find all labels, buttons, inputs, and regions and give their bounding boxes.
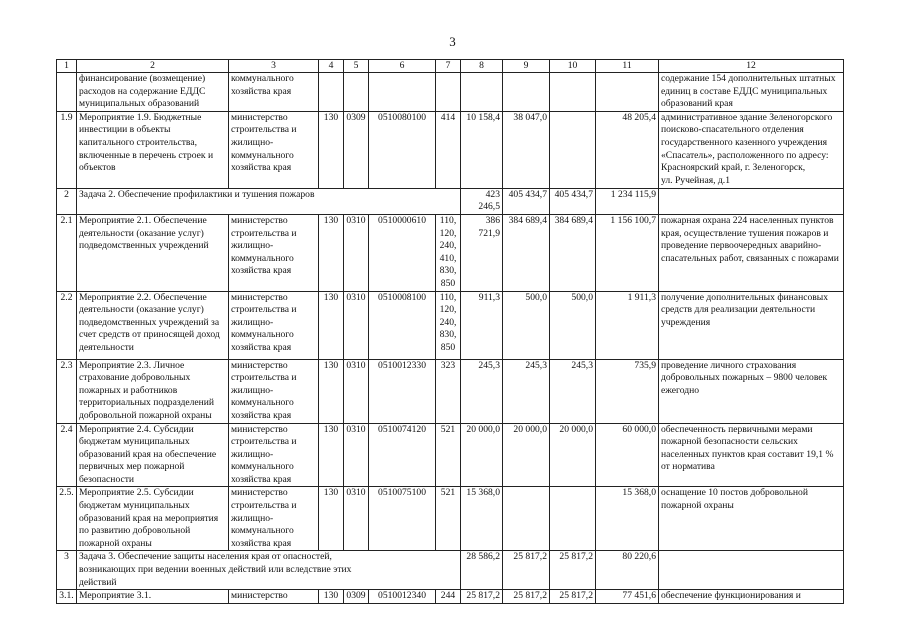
activity-name-cell: Мероприятие 2.3. Личное страхование добровольных пожарных и работников территориальных подразделений добровольной пожарной охраны bbox=[77, 359, 229, 423]
table-row bbox=[57, 188, 844, 214]
total-cell: 1 156 100,7 bbox=[596, 214, 659, 291]
header-cell: 1 bbox=[57, 60, 77, 73]
year3-cell bbox=[550, 73, 596, 112]
header-cell: 9 bbox=[503, 60, 550, 73]
year3-cell: 405 434,7 bbox=[550, 188, 596, 214]
csr-cell: 0510074120 bbox=[369, 423, 436, 487]
year3-cell: 25 817,2 bbox=[550, 590, 596, 604]
vr-cell: 323 bbox=[436, 359, 461, 423]
total-cell: 15 368,0 bbox=[596, 487, 659, 551]
year1-cell: 386 721,9 bbox=[461, 214, 503, 291]
executor-cell: министерство строительства и жилищно- коммунального хозяйства края bbox=[229, 487, 319, 551]
table-row bbox=[57, 423, 844, 487]
header-cell: 12 bbox=[659, 60, 844, 73]
header-cell: 3 bbox=[229, 60, 319, 73]
year1-cell: 911,3 bbox=[461, 291, 503, 359]
rzpr-cell: 0310 bbox=[344, 423, 369, 487]
table-row bbox=[57, 590, 844, 604]
result-cell bbox=[659, 188, 844, 214]
csr-cell: 0510012340 bbox=[369, 590, 436, 604]
year2-cell: 38 047,0 bbox=[503, 111, 550, 188]
executor-cell: министерство строительства и жилищно- коммунального хозяйства края bbox=[229, 359, 319, 423]
executor-cell: министерство строительства и жилищно- коммунального хозяйства края bbox=[229, 423, 319, 487]
year3-cell: 384 689,4 bbox=[550, 214, 596, 291]
grbs-cell: 130 bbox=[319, 487, 344, 551]
vr-cell: 110, 120, 240, 830, 850 bbox=[436, 291, 461, 359]
csr-cell: 0510075100 bbox=[369, 487, 436, 551]
grbs-cell: 130 bbox=[319, 214, 344, 291]
task-title-cell: Задача 3. Обеспечение защиты населения края от опасностей, возникающих при ведении военных действий или вследствие этих действий bbox=[77, 551, 461, 590]
total-cell bbox=[596, 73, 659, 112]
result-cell: оснащение 10 постов добровольной пожарной охраны bbox=[659, 487, 844, 551]
total-cell: 60 000,0 bbox=[596, 423, 659, 487]
header-row bbox=[57, 60, 844, 73]
year2-cell bbox=[503, 73, 550, 112]
result-cell: обеспечение функционирования и bbox=[659, 590, 844, 604]
header-cell: 10 bbox=[550, 60, 596, 73]
year3-cell: 25 817,2 bbox=[550, 551, 596, 590]
year2-cell: 25 817,2 bbox=[503, 590, 550, 604]
activity-name-cell: Мероприятие 1.9. Бюджетные инвестиции в объекты капитального строительства, включенные в перечень строек и объектов bbox=[77, 111, 229, 188]
year3-cell bbox=[550, 111, 596, 188]
executor-cell: коммунального хозяйства края bbox=[229, 73, 319, 112]
total-cell: 48 205,4 bbox=[596, 111, 659, 188]
task-title-cell: Задача 2. Обеспечение профилактики и тушения пожаров bbox=[77, 188, 461, 214]
row-number-cell: 2.1 bbox=[57, 214, 77, 291]
year2-cell: 384 689,4 bbox=[503, 214, 550, 291]
vr-cell: 414 bbox=[436, 111, 461, 188]
header-cell: 11 bbox=[596, 60, 659, 73]
header-cell: 8 bbox=[461, 60, 503, 73]
row-number-cell: 2 bbox=[57, 188, 77, 214]
year3-cell: 245,3 bbox=[550, 359, 596, 423]
vr-cell bbox=[436, 73, 461, 112]
executor-cell: министерство bbox=[229, 590, 319, 604]
row-number-cell: 2.5. bbox=[57, 487, 77, 551]
total-cell: 735,9 bbox=[596, 359, 659, 423]
total-cell: 1 234 115,9 bbox=[596, 188, 659, 214]
grbs-cell bbox=[319, 73, 344, 112]
year1-cell: 245,3 bbox=[461, 359, 503, 423]
year1-cell: 25 817,2 bbox=[461, 590, 503, 604]
table-row bbox=[57, 214, 844, 291]
vr-cell: 244 bbox=[436, 590, 461, 604]
csr-cell: 0510012330 bbox=[369, 359, 436, 423]
year2-cell bbox=[503, 487, 550, 551]
activity-name-cell: Мероприятие 3.1. bbox=[77, 590, 229, 604]
rzpr-cell: 0309 bbox=[344, 590, 369, 604]
year1-cell: 28 586,2 bbox=[461, 551, 503, 590]
result-cell: обеспеченность первичными мерами пожарной безопасности сельских населенных пунктов края составит 19,1 % от норматива bbox=[659, 423, 844, 487]
executor-cell: министерство строительства и жилищно- коммунального хозяйства края bbox=[229, 214, 319, 291]
rzpr-cell: 0310 bbox=[344, 214, 369, 291]
header-cell: 7 bbox=[436, 60, 461, 73]
activity-name-cell: Мероприятие 2.5. Субсидии бюджетам муниципальных образований края на мероприятия по развитию добровольной пожарной охраны bbox=[77, 487, 229, 551]
program-table bbox=[56, 59, 844, 604]
csr-cell: 0510000610 bbox=[369, 214, 436, 291]
activity-name-cell: Мероприятие 2.4. Субсидии бюджетам муниципальных образований края на обеспечение первичных мер пожарной безопасности bbox=[77, 423, 229, 487]
grbs-cell: 130 bbox=[319, 423, 344, 487]
csr-cell: 0510080100 bbox=[369, 111, 436, 188]
executor-cell: министерство строительства и жилищно- коммунального хозяйства края bbox=[229, 291, 319, 359]
result-cell: содержание 154 дополнительных штатных единиц в составе ЕДДС муниципальных образований края bbox=[659, 73, 844, 112]
header-cell: 2 bbox=[77, 60, 229, 73]
rzpr-cell: 0309 bbox=[344, 111, 369, 188]
activity-name-cell: Мероприятие 2.1. Обеспечение деятельности (оказание услуг) подведомственных учреждений bbox=[77, 214, 229, 291]
year3-cell bbox=[550, 487, 596, 551]
header-cell: 5 bbox=[344, 60, 369, 73]
result-cell: проведение личного страхования добровольных пожарных – 9800 человек ежегодно bbox=[659, 359, 844, 423]
result-cell: пожарная охрана 224 населенных пунктов края, осуществление тушения пожаров и проведение первоочередных аварийно- спасательных работ, связанных с пожарами bbox=[659, 214, 844, 291]
executor-cell: министерство строительства и жилищно- коммунального хозяйства края bbox=[229, 111, 319, 188]
vr-cell: 110, 120, 240, 410, 830, 850 bbox=[436, 214, 461, 291]
rzpr-cell: 0310 bbox=[344, 291, 369, 359]
result-cell bbox=[659, 551, 844, 590]
rzpr-cell: 0310 bbox=[344, 359, 369, 423]
year2-cell: 25 817,2 bbox=[503, 551, 550, 590]
row-number-cell: 3 bbox=[57, 551, 77, 590]
year2-cell: 405 434,7 bbox=[503, 188, 550, 214]
result-cell: административное здание Зеленогорского поисково-спасательного отделения государственного казенного учреждения «Спасатель», расположенного по адресу: Красноярский край, г. Зеленогорск, ул. Ручейная, д.1 bbox=[659, 111, 844, 188]
activity-name-cell: финансирование (возмещение) расходов на содержание ЕДДС муниципальных образований bbox=[77, 73, 229, 112]
header-cell: 6 bbox=[369, 60, 436, 73]
year1-cell: 423 246,5 bbox=[461, 188, 503, 214]
year3-cell: 500,0 bbox=[550, 291, 596, 359]
csr-cell bbox=[369, 73, 436, 112]
rzpr-cell: 0310 bbox=[344, 487, 369, 551]
table-row bbox=[57, 487, 844, 551]
row-number-cell: 3.1. bbox=[57, 590, 77, 604]
result-cell: получение дополнительных финансовых средств для реализации деятельности учреждения bbox=[659, 291, 844, 359]
year1-cell: 10 158,4 bbox=[461, 111, 503, 188]
row-number-cell: 2.3 bbox=[57, 359, 77, 423]
table-row bbox=[57, 359, 844, 423]
grbs-cell: 130 bbox=[319, 590, 344, 604]
header-cell: 4 bbox=[319, 60, 344, 73]
year2-cell: 500,0 bbox=[503, 291, 550, 359]
row-number-cell: 2.4 bbox=[57, 423, 77, 487]
total-cell: 80 220,6 bbox=[596, 551, 659, 590]
year1-cell bbox=[461, 73, 503, 112]
row-number-cell: 1.9 bbox=[57, 111, 77, 188]
rzpr-cell bbox=[344, 73, 369, 112]
grbs-cell: 130 bbox=[319, 359, 344, 423]
vr-cell: 521 bbox=[436, 487, 461, 551]
grbs-cell: 130 bbox=[319, 291, 344, 359]
page-number: 3 bbox=[449, 34, 456, 49]
total-cell: 77 451,6 bbox=[596, 590, 659, 604]
total-cell: 1 911,3 bbox=[596, 291, 659, 359]
activity-name-cell: Мероприятие 2.2. Обеспечение деятельности (оказание услуг) подведомственных учреждений за счет средств от приносящей доход деятельности bbox=[77, 291, 229, 359]
table-row bbox=[57, 111, 844, 188]
year3-cell: 20 000,0 bbox=[550, 423, 596, 487]
year1-cell: 20 000,0 bbox=[461, 423, 503, 487]
table-row bbox=[57, 73, 844, 112]
csr-cell: 0510008100 bbox=[369, 291, 436, 359]
year2-cell: 245,3 bbox=[503, 359, 550, 423]
table-row bbox=[57, 551, 844, 590]
row-number-cell bbox=[57, 73, 77, 112]
vr-cell: 521 bbox=[436, 423, 461, 487]
year1-cell: 15 368,0 bbox=[461, 487, 503, 551]
table-row bbox=[57, 291, 844, 359]
row-number-cell: 2.2 bbox=[57, 291, 77, 359]
grbs-cell: 130 bbox=[319, 111, 344, 188]
year2-cell: 20 000,0 bbox=[503, 423, 550, 487]
